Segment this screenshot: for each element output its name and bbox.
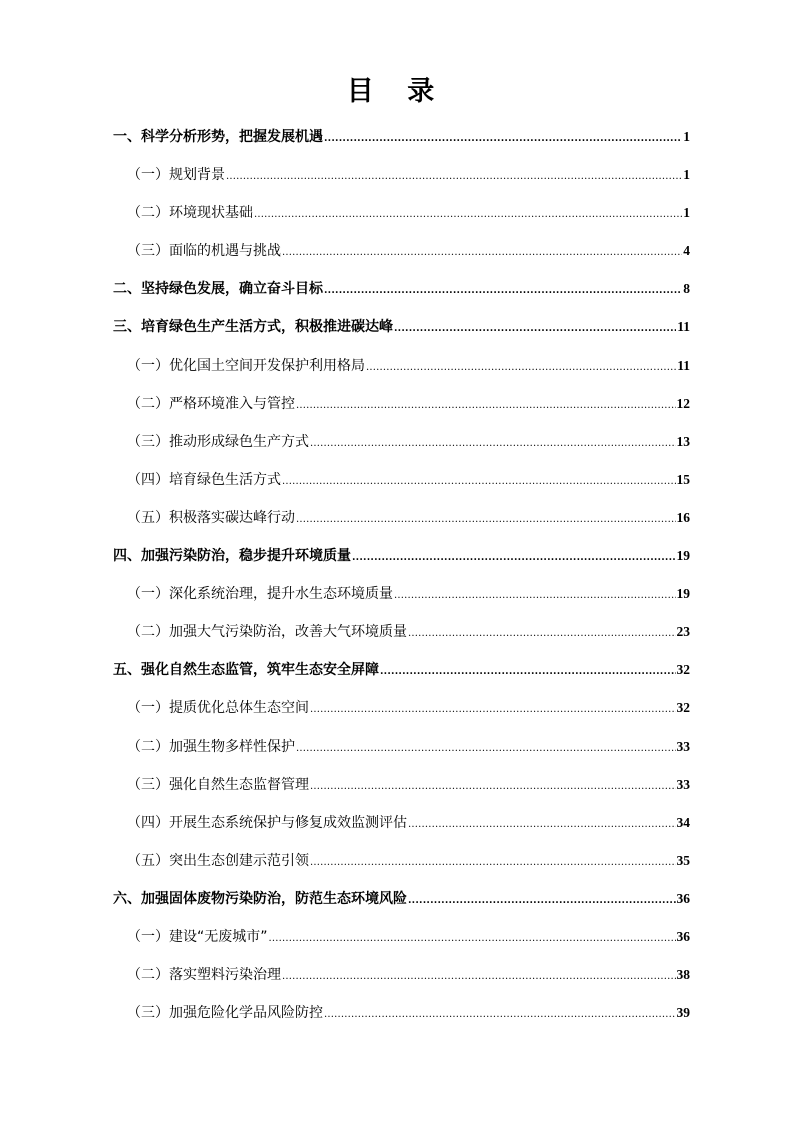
toc-page-number: 33	[676, 738, 690, 754]
dot-leader	[282, 234, 682, 272]
toc-page-number: 34	[676, 814, 690, 830]
toc-chapter-entry[interactable]	[113, 537, 690, 575]
toc-section-entry[interactable]	[113, 842, 690, 880]
toc-entry-title: 五、强化自然生态监管，筑牢生态安全屏障	[113, 662, 379, 679]
toc-chapter-entry[interactable]	[113, 308, 690, 346]
toc-page-number: 19	[676, 586, 690, 602]
toc-page-number: 33	[676, 776, 690, 792]
toc-section-entry[interactable]	[113, 194, 690, 232]
toc-entry-title: 三、培育绿色生产生活方式，积极推进碳达峰	[113, 319, 393, 336]
table-of-contents	[113, 118, 690, 1032]
toc-entry-title: （二）严格环境准入与管控	[127, 395, 295, 412]
toc-page-number: 19	[676, 548, 690, 564]
dot-leader	[296, 501, 676, 539]
toc-section-entry[interactable]	[113, 347, 690, 385]
toc-section-entry[interactable]	[113, 613, 690, 651]
toc-chapter-entry[interactable]	[113, 118, 690, 156]
toc-entry-title: （二）落实塑料污染治理	[127, 967, 281, 984]
toc-page-number: 39	[676, 1005, 690, 1021]
toc-page-number: 32	[676, 700, 690, 716]
toc-page-number: 1	[683, 167, 690, 183]
toc-page-number: 35	[676, 852, 690, 868]
dot-leader	[408, 882, 676, 920]
toc-entry-title: （一）提质优化总体生态空间	[127, 700, 309, 717]
dot-leader	[352, 539, 676, 577]
toc-entry-title: （一）建设“无废城市”	[127, 928, 268, 945]
dot-leader	[282, 463, 676, 501]
toc-section-entry[interactable]	[113, 575, 690, 613]
toc-entry-title: 一、科学分析形势，把握发展机遇	[113, 129, 323, 145]
toc-section-entry[interactable]	[113, 385, 690, 423]
dot-leader	[324, 272, 682, 310]
toc-entry-title: （二）加强生物多样性保护	[127, 738, 295, 755]
dot-leader	[310, 425, 676, 463]
toc-section-entry[interactable]	[113, 728, 690, 766]
toc-page-number: 32	[676, 662, 690, 678]
toc-page-number: 1	[683, 129, 690, 144]
toc-section-entry[interactable]	[113, 689, 690, 727]
toc-section-entry[interactable]	[113, 766, 690, 804]
dot-leader	[296, 730, 676, 768]
toc-entry-title: 二、坚持绿色发展，确立奋斗目标	[113, 281, 323, 298]
toc-entry-title: （二）环境现状基础	[127, 205, 253, 222]
toc-entry-title: （五）突出生态创建示范引领	[127, 852, 309, 869]
toc-page-number: 36	[676, 928, 690, 944]
toc-chapter-entry[interactable]	[113, 651, 690, 689]
dot-leader	[324, 996, 676, 1034]
toc-section-entry[interactable]	[113, 956, 690, 994]
toc-entry-title: （一）规划背景	[127, 167, 225, 184]
toc-section-entry[interactable]	[113, 232, 690, 270]
toc-entry-title: （三）加强危险化学品风险防控	[127, 1005, 323, 1022]
toc-entry-title: （四）开展生态系统保护与修复成效监测评估	[127, 814, 407, 831]
page-title: 目 录	[346, 76, 447, 107]
toc-entry-title: （一）深化系统治理，提升水生态环境质量	[127, 586, 393, 603]
toc-entry-title: （一）优化国土空间开发保护利用格局	[127, 357, 365, 374]
toc-entry-title: （五）积极落实碳达峰行动	[127, 509, 295, 526]
toc-entry-title: （三）推动形成绿色生产方式	[127, 433, 309, 450]
dot-leader	[254, 196, 682, 234]
toc-entry-title: （三）面临的机遇与挑战	[127, 243, 281, 260]
dot-leader	[394, 310, 676, 348]
toc-page-number: 23	[676, 624, 690, 640]
dot-leader	[310, 768, 676, 806]
toc-section-entry[interactable]	[113, 423, 690, 461]
toc-page-number: 38	[676, 967, 690, 983]
toc-section-entry[interactable]	[113, 461, 690, 499]
dot-leader	[310, 691, 676, 729]
dot-leader	[282, 958, 676, 996]
dot-leader	[394, 577, 676, 615]
toc-chapter-entry[interactable]	[113, 270, 690, 308]
toc-page-number: 11	[677, 319, 690, 335]
toc-section-entry[interactable]	[113, 156, 690, 194]
toc-section-entry[interactable]	[113, 499, 690, 537]
toc-entry-title: 四、加强污染防治，稳步提升环境质量	[113, 548, 351, 565]
dot-leader	[226, 158, 682, 196]
dot-leader	[380, 653, 676, 691]
dot-leader	[408, 615, 676, 653]
dot-leader	[366, 349, 676, 387]
toc-section-entry[interactable]	[113, 918, 690, 956]
toc-page-number: 12	[676, 395, 690, 411]
toc-page-number: 16	[676, 509, 690, 525]
toc-page-number: 1	[683, 205, 690, 221]
toc-entry-title: （三）强化自然生态监督管理	[127, 776, 309, 793]
dot-leader	[296, 387, 676, 425]
toc-page-number: 8	[683, 281, 690, 297]
dot-leader	[310, 844, 676, 882]
toc-entry-title: （四）培育绿色生活方式	[127, 471, 281, 488]
toc-section-entry[interactable]	[113, 804, 690, 842]
dot-leader	[408, 806, 676, 844]
toc-page-number: 13	[676, 433, 690, 449]
toc-entry-title: （二）加强大气污染防治，改善大气环境质量	[127, 624, 407, 641]
toc-page-number: 11	[677, 357, 690, 373]
dot-leader	[324, 120, 682, 158]
toc-page-number: 36	[676, 890, 690, 906]
dot-leader	[269, 920, 676, 958]
toc-page-number: 15	[676, 471, 690, 487]
toc-page-number: 4	[683, 243, 690, 259]
toc-entry-title: 六、加强固体废物污染防治，防范生态环境风险	[113, 890, 407, 907]
toc-chapter-entry[interactable]	[113, 880, 690, 918]
toc-section-entry[interactable]	[113, 994, 690, 1032]
